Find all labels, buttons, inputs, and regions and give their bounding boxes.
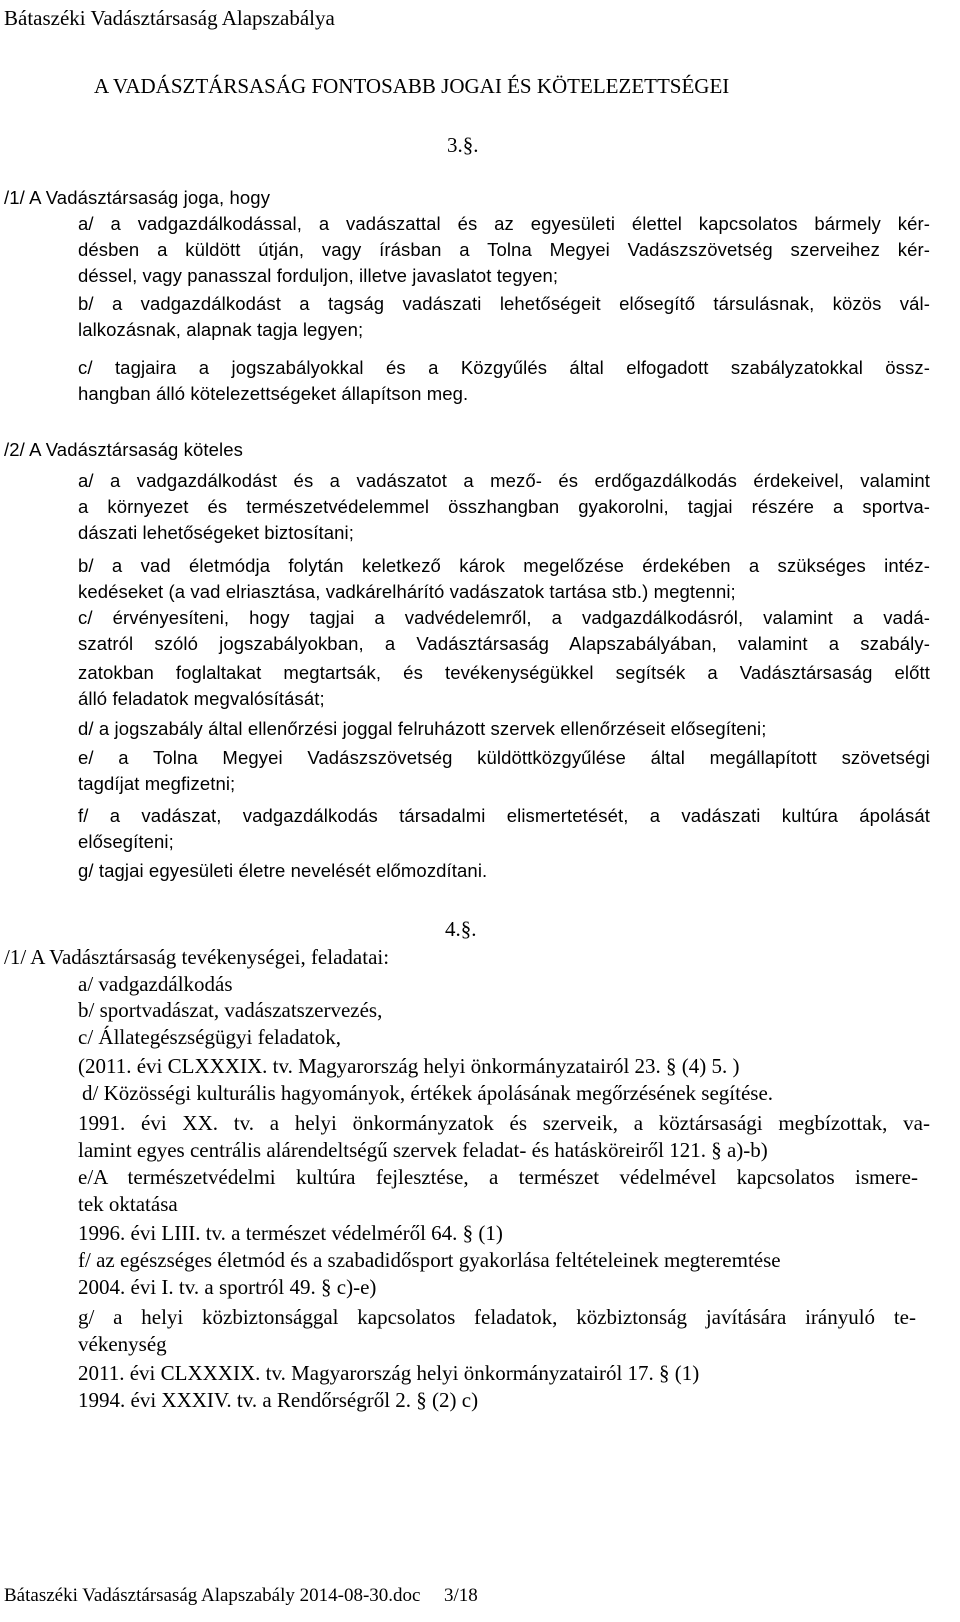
footer-page-number: 3/18 — [444, 1585, 478, 1606]
section-4-para-1-line: d/ Közösségi kulturális hagyományok, értékek ápolásának megőrzésének segítése. — [82, 1081, 774, 1105]
section-3-para-1-line: déssel, vagy panasszal forduljon, illetve javaslatot tegyen; — [78, 265, 559, 286]
section-4-para-1-label: /1/ A Vadásztársaság tevékenységei, feladatai: — [4, 945, 390, 969]
section-3-para-1-line: désben a küldött útján, vagy írásban a Tolna Megyei Vadászszövetség szerveihez kér- — [78, 239, 930, 260]
section-4-para-1-line: c/ Állategészségügyi feladatok, — [78, 1025, 341, 1049]
section-4-para-1-line: vékenység — [78, 1332, 167, 1356]
section-3-para-2-line: c/ érvényesíteni, hogy tagjai a vadvédelemről, a vadgazdálkodásról, valamint a vadá- — [78, 607, 930, 628]
footer-doc-name: Bátaszéki Vadásztársaság Alapszabály 2014-08-30.doc — [4, 1585, 421, 1606]
footer — [4, 1584, 478, 1608]
section-4-para-1-line: a/ vadgazdálkodás — [78, 972, 233, 996]
section-4-para-1-line: f/ az egészséges életmód és a szabadidősport gyakorlása feltételeinek megteremtése — [78, 1248, 781, 1272]
section-4-number: 4.§. — [445, 917, 477, 941]
section-3-para-2-line: zatokban foglaltakat megtartsák, és tevékenységükkel segítsék a Vadásztársaság előtt — [78, 662, 930, 683]
section-3-para-2-line: álló feladatok megvalósítását; — [78, 688, 325, 709]
section-3-para-2-line: szatról szóló jogszabályokban, a Vadásztársaság Alapszabályában, valamint a szabály- — [78, 633, 930, 654]
section-3-para-1-line: c/ tagjaira a jogszabályokkal és a Közgyűlés által elfogadott szabályzatokkal össz- — [78, 357, 930, 378]
section-3-para-2-line: b/ a vad életmódja folytán keletkező károk megelőzése érdekében a szükséges intéz- — [78, 555, 930, 576]
main-heading: A VADÁSZTÁRSASÁG FONTOSABB JOGAI ÉS KÖTELEZETTSÉGEI — [94, 74, 730, 98]
header-title: Bátaszéki Vadásztársaság Alapszabálya — [4, 6, 335, 30]
section-3-para-2-label: /2/ A Vadásztársaság köteles — [4, 439, 243, 460]
section-3-number: 3.§. — [447, 133, 479, 157]
section-3-para-2-line: e/ a Tolna Megyei Vadászszövetség küldöttközgyűlése által megállapított szövetségi — [78, 747, 930, 768]
section-3-para-2-line: a környezet és természetvédelemmel összhangban gyakorolni, tagjai részére a sportva- — [78, 496, 930, 517]
section-3-para-1-line: hangban álló kötelezettségeket állapítson meg. — [78, 383, 469, 404]
section-4-para-1-line: 1996. évi LIII. tv. a természet védelméről 64. § (1) — [78, 1221, 503, 1245]
section-4-para-1-line: 1994. évi XXXIV. tv. a Rendőrségről 2. § (2) c) — [78, 1388, 479, 1412]
section-4-para-1-line: 2004. évi I. tv. a sportról 49. § c)-e) — [78, 1275, 377, 1299]
section-4-para-1-line: e/A természetvédelmi kultúra fejlesztése, a természet védelmével kapcsolatos ismere- — [78, 1165, 918, 1189]
section-3-para-2-line: kedéseket (a vad elriasztása, vadkárelhárító vadászatok tartása stb.) megtenni; — [78, 581, 736, 602]
section-3-para-2-line: elősegíteni; — [78, 831, 174, 852]
section-4-para-1-line: b/ sportvadászat, vadászatszervezés, — [78, 998, 383, 1022]
section-3-para-2-line: dászati lehetőségeket biztosítani; — [78, 522, 354, 543]
section-4-para-1-line: g/ a helyi közbiztonsággal kapcsolatos feladatok, közbiztonság javítására irányuló te- — [78, 1305, 916, 1329]
section-3-para-2-line: f/ a vadászat, vadgazdálkodás társadalmi elismertetését, a vadászati kultúra ápolását — [78, 805, 930, 826]
section-3-para-2-line: a/ a vadgazdálkodást és a vadászatot a mező- és erdőgazdálkodás érdekeivel, valamint — [78, 470, 930, 491]
section-4-para-1-line: 2011. évi CLXXXIX. tv. Magyarország helyi önkormányzatairól 17. § (1) — [78, 1361, 700, 1385]
section-3-para-2-line: g/ tagjai egyesületi életre nevelését előmozdítani. — [78, 860, 488, 881]
section-4-para-1-line: tek oktatása — [78, 1192, 178, 1216]
section-3-para-1-line: a/ a vadgazdálkodással, a vadászattal és az egyesületi élettel kapcsolatos bármely kér- — [78, 213, 930, 234]
section-3-para-2-line: tagdíjat megfizetni; — [78, 773, 236, 794]
section-4-para-1-line: lamint egyes centrális alárendeltségű szervek feladat- és hatásköreiről 121. § a)-b) — [78, 1138, 768, 1162]
section-3-para-2-line: d/ a jogszabály által ellenőrzési joggal felruházott szervek ellenőrzéseit elősegíteni; — [78, 718, 767, 739]
section-3-para-1-label: /1/ A Vadásztársaság joga, hogy — [4, 187, 271, 208]
section-3-para-1-line: b/ a vadgazdálkodást a tagság vadászati lehetőségeit elősegítő társulásnak, közös vál- — [78, 293, 930, 314]
section-3-para-1-line: lalkozásnak, alapnak tagja legyen; — [78, 319, 364, 340]
section-4-para-1-line: 1991. évi XX. tv. a helyi önkormányzatok és szerveik, a köztársasági megbízottak, va- — [78, 1111, 930, 1135]
section-4-para-1-line: (2011. évi CLXXXIX. tv. Magyarország helyi önkormányzatairól 23. § (4) 5. ) — [78, 1054, 740, 1078]
